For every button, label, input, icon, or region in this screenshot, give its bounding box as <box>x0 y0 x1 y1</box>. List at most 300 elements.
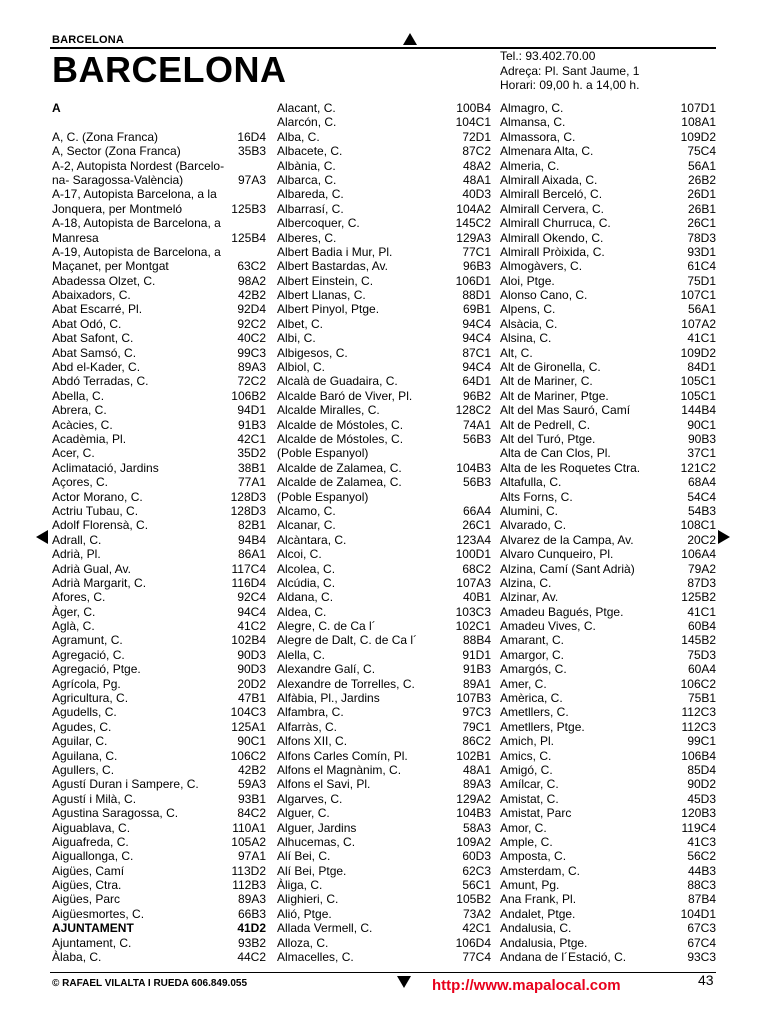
arrow-left-icon[interactable] <box>36 530 48 544</box>
website-link[interactable]: http://www.mapalocal.com <box>432 977 621 994</box>
street-name: Albarrasí, C. <box>277 201 344 216</box>
street-entry <box>277 835 491 849</box>
street-name: Alsina, C. <box>500 331 552 346</box>
street-entry <box>500 101 716 115</box>
street-name: Almagro, C. <box>500 101 564 115</box>
street-name: Almirall Cervera, C. <box>500 201 605 216</box>
grid-reference: 59A3 <box>237 777 266 792</box>
street-name: Alegre de Dalt, C. de Ca l´ <box>277 633 418 648</box>
grid-reference: 106A4 <box>681 547 716 562</box>
street-entry <box>52 331 266 345</box>
grid-reference: 90D3 <box>237 647 266 662</box>
street-entry <box>52 835 266 849</box>
street-entry <box>52 633 266 647</box>
grid-reference: 47B1 <box>237 691 266 706</box>
street-entry <box>52 619 266 633</box>
street-entry <box>277 187 491 201</box>
street-name: Alloza, C. <box>277 935 329 950</box>
street-name: Almirall Churruca, C. <box>500 216 611 231</box>
street-entry <box>277 677 491 691</box>
street-entry <box>277 576 491 590</box>
street-entry <box>500 562 716 576</box>
street-entry <box>52 432 266 446</box>
grid-reference: 69B1 <box>462 302 491 317</box>
grid-reference: 56B3 <box>462 475 491 490</box>
street-name: Abadessa Olzet, C. <box>52 273 156 288</box>
grid-reference: 74A1 <box>462 417 491 432</box>
grid-reference: 54B3 <box>687 503 716 518</box>
street-name: Alcolea, C. <box>277 561 336 576</box>
street-entry <box>500 159 716 173</box>
grid-reference: 45D3 <box>687 791 716 806</box>
street-entry <box>500 518 716 532</box>
grid-reference: 128D3 <box>230 503 266 518</box>
grid-reference: 107A2 <box>681 316 716 331</box>
street-entry <box>500 691 716 705</box>
address: Adreça: Pl. Sant Jaume, 1 <box>500 63 640 78</box>
street-name: Ample, C. <box>500 834 553 849</box>
street-entry <box>500 374 716 388</box>
street-entry <box>500 461 716 475</box>
grid-reference: 104D1 <box>680 906 716 921</box>
street-entry <box>500 806 716 820</box>
grid-reference: 40D3 <box>462 187 491 202</box>
grid-reference: 87D3 <box>687 575 716 590</box>
grid-reference: 97A3 <box>237 172 266 187</box>
street-name: Amics, C. <box>500 748 552 763</box>
grid-reference: 90C1 <box>687 417 716 432</box>
street-name: Alguer, C. <box>277 806 330 821</box>
street-entry <box>500 302 716 316</box>
grid-reference: 90B3 <box>687 431 716 446</box>
street-name: Andana de l´Estació, C. <box>500 950 627 965</box>
street-name: A-19, Autopista de Barcelona, a <box>52 244 221 259</box>
footer-divider <box>50 972 716 973</box>
street-name: Alguer, Jardins <box>277 820 357 835</box>
street-name: Alba, C. <box>277 129 320 144</box>
grid-reference: 73A2 <box>462 906 491 921</box>
street-entry <box>500 907 716 921</box>
street-name: Aiguafreda, C. <box>52 834 129 849</box>
street-name: Alzina, Camí (Sant Adrià) <box>500 561 635 576</box>
street-name: Agricultura, C. <box>52 691 129 706</box>
street-entry <box>500 605 716 619</box>
section-heading <box>52 101 266 115</box>
grid-reference: 93B2 <box>237 935 266 950</box>
street-name: Agregació, Ptge. <box>52 662 141 677</box>
grid-reference: 94B4 <box>237 532 266 547</box>
grid-reference: 67C3 <box>687 921 716 936</box>
street-entry <box>500 720 716 734</box>
street-entry <box>52 475 266 489</box>
street-name: Agustí i Milà, C. <box>52 791 137 806</box>
street-name: Alzinar, Av. <box>500 590 559 605</box>
street-name: Albert Pinyol, Ptge. <box>277 302 380 317</box>
grid-reference: 100B4 <box>456 101 491 115</box>
street-entry <box>277 806 491 820</box>
street-entry <box>277 374 491 388</box>
street-column-3 <box>500 101 716 964</box>
grid-reference: 26B2 <box>687 172 716 187</box>
street-name: Amistat, C. <box>500 791 559 806</box>
street-name: (Poble Espanyol) <box>277 489 369 504</box>
street-name: Actor Morano, C. <box>52 489 143 504</box>
grid-reference: 109A2 <box>456 834 491 849</box>
street-entry <box>277 648 491 662</box>
street-entry <box>52 777 266 791</box>
grid-reference: 40C2 <box>237 331 266 346</box>
street-entry <box>52 691 266 705</box>
street-entry <box>500 130 716 144</box>
street-entry <box>500 360 716 374</box>
street-entry <box>500 633 716 647</box>
grid-reference: 77A1 <box>237 475 266 490</box>
street-name: Amor, C. <box>500 820 547 835</box>
street-name: Alcamo, C. <box>277 503 336 518</box>
street-entry <box>500 547 716 561</box>
street-entry <box>500 950 716 964</box>
street-entry <box>500 921 716 935</box>
street-name: Alcalde de Móstoles, C. <box>277 417 404 432</box>
street-entry <box>277 389 491 403</box>
street-entry <box>277 504 491 518</box>
street-name: Alcalde de Zalamea, C. <box>277 460 402 475</box>
street-name: Albània, C. <box>277 158 336 173</box>
street-entry <box>277 202 491 216</box>
grid-reference: 106B4 <box>681 748 716 763</box>
grid-reference: 99C3 <box>237 345 266 360</box>
grid-reference: 77C1 <box>462 244 491 259</box>
street-name: Aclimatació, Jardins <box>52 460 159 475</box>
grid-reference: 56B3 <box>462 431 491 446</box>
street-name: Ajuntament, C. <box>52 935 132 950</box>
street-name: Agullers, C. <box>52 762 115 777</box>
street-entry <box>52 389 266 403</box>
street-entry <box>277 705 491 719</box>
street-name: Andalet, Ptge. <box>500 906 576 921</box>
opening-hours: Horari: 09,00 h. a 14,00 h. <box>500 78 640 92</box>
street-name: Abat Samsó, C. <box>52 345 137 360</box>
street-entry <box>500 777 716 791</box>
street-entry <box>52 202 266 216</box>
street-name: Alvarez de la Campa, Av. <box>500 532 634 547</box>
street-name: A <box>52 101 61 115</box>
street-entry <box>52 562 266 576</box>
street-name: Amer, C. <box>500 676 547 691</box>
street-name: Almirall Okendo, C. <box>500 230 604 245</box>
street-name: Jonquera, per Montmeló <box>52 201 183 216</box>
street-entry <box>52 590 266 604</box>
street-entry <box>277 892 491 906</box>
street-name: A-2, Autopista Nordest (Barcelo- <box>52 158 225 173</box>
street-name: Abd el-Kader, C. <box>52 360 141 375</box>
street-entry <box>500 749 716 763</box>
street-entry <box>52 648 266 662</box>
grid-reference: 104C3 <box>230 705 266 720</box>
grid-reference: 82B1 <box>237 518 266 533</box>
grid-reference: 48A1 <box>462 762 491 777</box>
grid-reference: 20C2 <box>687 532 716 547</box>
street-entry <box>277 159 491 173</box>
street-entry <box>277 346 491 360</box>
grid-reference: 88B4 <box>462 633 491 648</box>
street-name: Agrícola, Pg. <box>52 676 121 691</box>
street-entry <box>52 346 266 360</box>
grid-reference: 125A1 <box>231 719 266 734</box>
street-name: Adrià, Pl. <box>52 547 101 562</box>
street-name: Afores, C. <box>52 590 106 605</box>
street-entry <box>277 878 491 892</box>
street-name: Alonso Cano, C. <box>500 288 588 303</box>
street-name: Alfàbia, Pl., Jardins <box>277 691 380 706</box>
street-name: Aigüesmortes, C. <box>52 906 145 921</box>
street-entry <box>500 317 716 331</box>
street-entry <box>500 187 716 201</box>
street-entry <box>500 662 716 676</box>
street-name: Açores, C. <box>52 475 109 490</box>
street-entry <box>52 144 266 158</box>
grid-reference: 41C1 <box>687 604 716 619</box>
grid-reference: 90D3 <box>237 662 266 677</box>
grid-reference: 20D2 <box>237 676 266 691</box>
grid-reference: 105C1 <box>680 388 716 403</box>
grid-reference: 75B1 <box>687 691 716 706</box>
street-entry <box>277 317 491 331</box>
street-entry <box>52 705 266 719</box>
street-name: Almansa, C. <box>500 115 566 130</box>
street-entry <box>500 144 716 158</box>
grid-reference: 61C4 <box>687 259 716 274</box>
grid-reference: 56A1 <box>687 158 716 173</box>
arrow-right-icon[interactable] <box>718 530 730 544</box>
street-name: Adrià Gual, Av. <box>52 561 131 576</box>
street-name: Alarcón, C. <box>277 115 337 130</box>
street-name: Amich, Pl. <box>500 734 555 749</box>
grid-reference: 145B2 <box>681 633 716 648</box>
street-entry <box>500 346 716 360</box>
street-entry <box>277 562 491 576</box>
street-entry <box>277 849 491 863</box>
street-entry <box>277 360 491 374</box>
street-name: Allada Vermell, C. <box>277 921 373 936</box>
grid-reference: 38B1 <box>237 460 266 475</box>
grid-reference: 97C3 <box>462 705 491 720</box>
street-name: Amadeu Bagués, Ptge. <box>500 604 624 619</box>
street-name: Amistat, Parc <box>500 806 572 821</box>
grid-reference: 128C2 <box>455 403 491 418</box>
street-name: Alella, C. <box>277 647 326 662</box>
grid-reference: 117C4 <box>231 561 266 576</box>
grid-reference: 16D4 <box>237 129 266 144</box>
grid-reference: 100D1 <box>455 547 491 562</box>
street-entry <box>52 792 266 806</box>
street-entry <box>500 576 716 590</box>
street-entry <box>277 403 491 417</box>
grid-reference: 26C1 <box>462 518 491 533</box>
street-entry <box>277 792 491 806</box>
street-entry <box>52 115 266 129</box>
street-entry <box>277 749 491 763</box>
grid-reference: 87C2 <box>462 144 491 159</box>
street-entry <box>500 504 716 518</box>
grid-reference: 88C3 <box>687 878 716 893</box>
street-entry <box>52 749 266 763</box>
street-entry <box>277 720 491 734</box>
street-name: Alcalde de Zalamea, C. <box>277 475 402 490</box>
street-name: Amargós, C. <box>500 662 567 677</box>
street-entry <box>500 892 716 906</box>
grid-reference: 68A4 <box>687 475 716 490</box>
street-entry <box>52 259 266 273</box>
street-name: Abat Odó, C. <box>52 316 122 331</box>
street-entry <box>277 173 491 187</box>
street-name: Àliga, C. <box>277 878 323 893</box>
street-entry <box>500 288 716 302</box>
grid-reference: 128D3 <box>230 489 266 504</box>
street-name: Alberes, C. <box>277 230 337 245</box>
street-name: Albert Llanas, C. <box>277 288 366 303</box>
street-name: Albert Bastardas, Av. <box>277 259 388 274</box>
street-entry <box>277 288 491 302</box>
street-name: Adrià Margarit, C. <box>52 575 147 590</box>
grid-reference: 109D2 <box>680 129 716 144</box>
grid-reference: 113D2 <box>231 863 266 878</box>
grid-reference: 41C1 <box>687 331 716 346</box>
grid-reference: 42C1 <box>237 431 266 446</box>
grid-reference: 42B2 <box>237 762 266 777</box>
street-name: Aglà, C. <box>52 619 95 634</box>
street-name: Amèrica, C. <box>500 691 563 706</box>
street-entry <box>500 231 716 245</box>
grid-reference: 104C1 <box>455 115 491 130</box>
street-entry <box>500 403 716 417</box>
street-entry <box>277 216 491 230</box>
street-entry <box>277 533 491 547</box>
grid-reference: 105B2 <box>456 892 491 907</box>
street-entry <box>500 849 716 863</box>
street-entry <box>277 115 491 129</box>
grid-reference: 116D4 <box>231 575 266 590</box>
grid-reference: 77C4 <box>462 950 491 965</box>
street-entry <box>500 705 716 719</box>
street-name: Alvarado, C. <box>500 518 567 533</box>
grid-reference: 144B4 <box>681 403 716 418</box>
grid-reference: 93C3 <box>687 950 716 965</box>
street-name: Aigües, Parc <box>52 892 121 907</box>
street-name: Manresa <box>52 230 99 245</box>
street-name: Alt de Mariner, C. <box>500 374 593 389</box>
street-name: Alfons XII, C. <box>277 734 348 749</box>
street-entry <box>52 576 266 590</box>
arrow-up-icon[interactable] <box>403 33 417 45</box>
street-name: Alvaro Cunqueiro, Pl. <box>500 547 614 562</box>
street-name: Alcalde de Móstoles, C. <box>277 431 404 446</box>
grid-reference: 62C3 <box>462 863 491 878</box>
grid-reference: 86A1 <box>237 547 266 562</box>
street-entry <box>500 878 716 892</box>
street-name: Almirall Berceló, C. <box>500 187 603 202</box>
street-name: Abella, C. <box>52 388 105 403</box>
street-name: Acer, C. <box>52 446 95 461</box>
street-name: Alfambra, C. <box>277 705 344 720</box>
grid-reference: 60A4 <box>687 662 716 677</box>
street-name: Almirall Aixada, C. <box>500 172 598 187</box>
street-name: Alt de Gironella, C. <box>500 360 601 375</box>
street-entry <box>277 777 491 791</box>
street-name: Abat Safont, C. <box>52 331 134 346</box>
grid-reference: 106D1 <box>455 273 491 288</box>
street-name: Albert Einstein, C. <box>277 273 374 288</box>
grid-reference: 88D1 <box>462 288 491 303</box>
arrow-down-icon[interactable] <box>397 976 411 988</box>
grid-reference: 87B4 <box>687 892 716 907</box>
street-entry <box>277 518 491 532</box>
street-entry <box>52 662 266 676</box>
street-name: Albacete, C. <box>277 144 343 159</box>
street-entry <box>500 648 716 662</box>
street-entry <box>277 734 491 748</box>
street-entry <box>277 864 491 878</box>
street-entry <box>52 720 266 734</box>
street-name: Alfons Carles Comín, Pl. <box>277 748 408 763</box>
street-name: Actriu Tubau, C. <box>52 503 139 518</box>
grid-reference: 56C1 <box>462 878 491 893</box>
street-name: Alcúdia, C. <box>277 575 336 590</box>
grid-reference: 68C2 <box>462 561 491 576</box>
street-name: Adolf Florensà, C. <box>52 518 149 533</box>
street-name: Agustí Duran i Sampere, C. <box>52 777 199 792</box>
grid-reference: 84D1 <box>687 360 716 375</box>
grid-reference: 41C2 <box>237 619 266 634</box>
street-name: Almeria, C. <box>500 158 560 173</box>
street-entry <box>52 317 266 331</box>
street-entry <box>52 159 266 173</box>
street-name: A-18, Autopista de Barcelona, a <box>52 216 221 231</box>
street-entry <box>277 475 491 489</box>
street-name: Agramunt, C. <box>52 633 123 648</box>
grid-reference: 35D2 <box>237 446 266 461</box>
grid-reference: 56A1 <box>687 302 716 317</box>
grid-reference: 102C1 <box>455 619 491 634</box>
street-entry <box>500 821 716 835</box>
grid-reference: 79C1 <box>462 719 491 734</box>
street-name: Amargor, C. <box>500 647 565 662</box>
grid-reference: 92C4 <box>237 590 266 605</box>
street-name: Alt del Mas Sauró, Camí <box>500 403 631 418</box>
street-entry <box>500 446 716 460</box>
street-name: Alumini, C. <box>500 503 559 518</box>
grid-reference: 75D1 <box>687 273 716 288</box>
street-entry <box>277 130 491 144</box>
grid-reference: 92D4 <box>237 302 266 317</box>
grid-reference: 121C2 <box>680 460 716 475</box>
grid-reference: 89A3 <box>237 360 266 375</box>
street-entry <box>500 475 716 489</box>
street-name: Alts Forns, C. <box>500 489 573 504</box>
grid-reference: 40B1 <box>462 590 491 605</box>
grid-reference: 125B3 <box>231 201 266 216</box>
grid-reference: 42B2 <box>237 288 266 303</box>
street-entry <box>500 619 716 633</box>
street-entry <box>52 878 266 892</box>
street-name: Maçanet, per Montgat <box>52 259 169 274</box>
street-entry <box>277 936 491 950</box>
street-entry <box>500 677 716 691</box>
street-entry <box>500 173 716 187</box>
street-name: Almogàvers, C. <box>500 259 583 274</box>
grid-reference: 108C1 <box>680 518 716 533</box>
street-name: Amigó, C. <box>500 762 553 777</box>
